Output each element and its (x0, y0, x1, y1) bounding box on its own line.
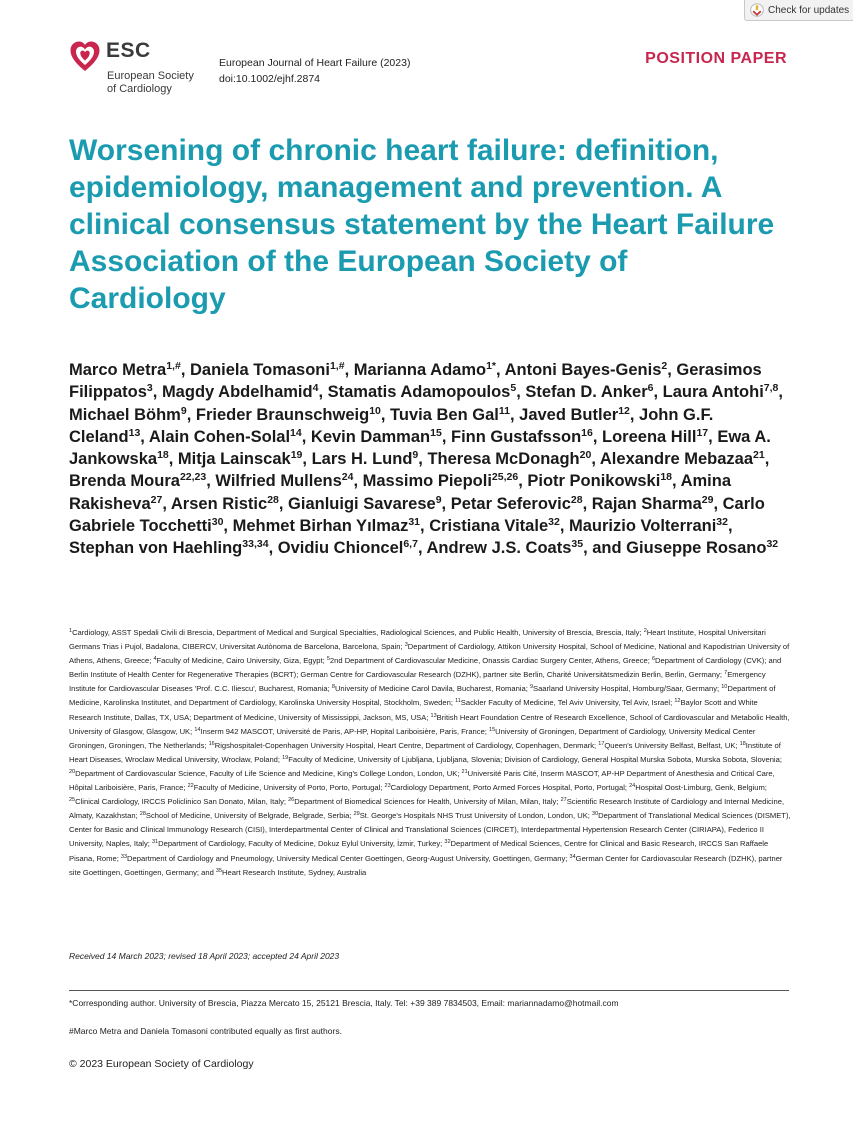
author-affiliation-marker: 32 (766, 538, 779, 551)
affiliation-number: 4 (153, 656, 157, 663)
affiliation-text: Scientific Research Institute of Cardiology and Internal Medicine, Almaty, Kazakhstan; (69, 797, 785, 821)
author-name: Stefan D. Anker (525, 383, 648, 402)
affiliation-text: Université Paris Cité, Inserm MASCOT, AP-HP Department of Anesthesia and Critical Care, Hôpital Lariboisière, Paris, France; (69, 768, 775, 793)
author-name: Giuseppe Rosano (626, 539, 767, 558)
affiliation-number: 29 (353, 811, 360, 818)
affiliation-text: Faculty of Medicine, University of Ljubljana, Ljubljana, Slovenia; Division of Cardiology, General Hospital Murska Sobota, Murska Sobota, Slovenia; (288, 754, 782, 764)
copyright-notice: © 2023 European Society of Cardiology (69, 1058, 254, 1070)
author-affiliation-marker: 9 (435, 493, 442, 506)
affiliation-number: 8 (331, 684, 335, 691)
author-name: Mitja Lainscak (177, 450, 291, 469)
author-affiliation-marker: 1,# (329, 360, 345, 372)
author-affiliation-marker: 1,# (166, 360, 181, 372)
author-affiliation-marker: 19 (290, 449, 303, 462)
author-affiliation-marker: 28 (267, 493, 279, 506)
author-affiliation-marker: 12 (618, 404, 630, 417)
author-name: Michael Böhm (69, 405, 181, 424)
affiliation-text: University of Medicine Carol Davila, Bucharest, Romania; (334, 684, 530, 694)
affiliation-number: 12 (674, 698, 681, 705)
affiliation-text: Department of Cardiology and Pneumology, University Medical Center Goettingen, Georg-August University, Goettingen, Germany; (127, 853, 570, 863)
affiliation-number: 22 (187, 783, 194, 790)
author-name: Frieder Braunschweig (195, 405, 370, 424)
affiliation-number: 23 (384, 783, 391, 790)
affiliation-number: 24 (629, 783, 636, 790)
affiliation-text: Emergency Institute for Cardiovascular Diseases 'Prof. C.C. Iliescu', Bucharest, Romania; (69, 670, 766, 694)
affiliation-text: Faculty of Medicine, University of Porto, Porto, Portugal; (193, 783, 385, 793)
author-affiliation-marker: 22,23 (179, 471, 207, 484)
affiliation-text: Faculty of Medicine, Cairo University, Giza, Egypt; (156, 656, 327, 666)
affiliation-text: German Center for Cardiovascular Research (DZHK), partner site Goettingen, Goettingen, Germany; and (69, 853, 783, 877)
author-affiliation-marker: 4 (312, 382, 319, 395)
affiliation-text: Baylor Scott and White Research Institute, Dallas, TX, USA; Department of Medicine, University of Mississippi, Jackson, MS, USA; (69, 698, 758, 722)
affiliation-number: 1 (69, 628, 73, 634)
received-dates: Received 14 March 2023; revised 18 April 2023; accepted 24 April 2023 (69, 951, 340, 961)
author-affiliation-marker: 9 (180, 404, 187, 417)
journal-name: European Journal of Heart Failure (2023) (219, 57, 411, 69)
author-affiliation-marker: 18 (660, 471, 673, 484)
affiliation-text: School of Medicine, University of Belgrade, Belgrade, Serbia; (145, 811, 354, 821)
check-for-updates-label: Check for updates (768, 4, 850, 16)
affiliation-text: Department of Biomedical Sciences for Health, University of Milan, Milan, Italy; (294, 797, 561, 807)
author-affiliation-marker: 30 (211, 516, 224, 529)
affiliation-text: Sackler Faculty of Medicine, Tel Aviv University, Tel Aviv, Israel; (460, 698, 675, 708)
affiliation-text: Heart Institute, Hospital Universitari Germans Trias i Pujol, Badalona, CIBERCV, Universitat Autònoma de Barcelona, Barcelona, Spain; (69, 628, 766, 652)
author-name: Brenda Moura (69, 472, 180, 491)
author-affiliation-marker: 2 (661, 360, 668, 372)
affiliation-number: 15 (489, 726, 496, 733)
affiliation-text: Department of Cardiology, Faculty of Medicine, Dokuz Eylul University, İzmir, Turkey; (158, 839, 445, 849)
author-name: Massimo Piepoli (362, 472, 492, 491)
affiliation-number: 33 (120, 853, 128, 860)
author-affiliation-marker: 17 (696, 426, 709, 439)
author-affiliation-marker: 21 (753, 449, 765, 462)
author-name: Cristiana Vitale (429, 517, 549, 536)
affiliation-text: 2nd Department of Cardiovascular Medicine, Onassis Cardiac Surgery Center, Athens, Greece; (329, 656, 652, 666)
affiliation-number: 17 (598, 740, 605, 747)
affiliation-number: 34 (569, 853, 576, 860)
affiliation-number: 7 (724, 670, 728, 677)
logo-subtitle-line2: of Cardiology (107, 83, 172, 95)
author-name: Magdy Abdelhamid (161, 383, 313, 402)
author-affiliation-marker: 5 (510, 382, 517, 395)
affiliation-number: 11 (455, 698, 461, 705)
author-affiliation-marker: 33,34 (242, 538, 269, 551)
author-affiliation-marker: 28 (570, 493, 583, 506)
author-name: Daniela Tomasoni (189, 361, 330, 379)
journal-info (219, 55, 410, 87)
affiliation-text: University of Groningen, Department of Cardiology, University Medical Center Groningen, Groningen, The Netherlands; (69, 726, 756, 750)
affiliation-number: 9 (529, 684, 533, 691)
author-name: Stamatis Adamopoulos (327, 383, 511, 402)
author-name: Marco Metra (69, 361, 167, 379)
author-name: Marianna Adamo (353, 361, 487, 379)
author-name: Tuvia Ben Gal (390, 405, 499, 424)
author-name: Mehmet Birhan Yılmaz (232, 517, 409, 536)
affiliation-text: Saarland University Hospital, Homburg/Saar, Germany; (533, 684, 722, 694)
affiliation-text: St. George's Hospitals NHS Trust University of London, London, UK; (359, 811, 593, 821)
author-name: Kevin Damman (310, 427, 431, 446)
author-name: John G.F. Cleland (69, 405, 714, 446)
author-affiliation-marker: 35 (571, 538, 584, 551)
author-name: Laura Antohi (662, 383, 764, 402)
article-type-label: POSITION PAPER (645, 50, 787, 67)
author-name: Maurizio Volterrani (568, 517, 717, 536)
logo-subtitle-line1: European Society (107, 70, 194, 82)
affiliation-number: 19 (282, 754, 289, 761)
author-name: Theresa McDonagh (427, 450, 580, 469)
affiliation-number: 5 (326, 656, 330, 663)
affiliation-text: Hospital Oost-Limburg, Genk, Belgium; (635, 783, 767, 793)
affiliation-number: 10 (721, 684, 728, 691)
affiliation-text: Queen's University Belfast, Belfast, UK; (604, 740, 740, 750)
footnote-divider (69, 990, 789, 991)
author-name: Javed Butler (519, 405, 619, 424)
author-affiliation-marker: 9 (412, 449, 419, 462)
author-affiliation-marker: 25,26 (491, 471, 519, 484)
crossmark-icon (750, 3, 764, 17)
affiliation-number: 28 (139, 811, 146, 818)
affiliation-text: Cardiology Department, Porto Armed Forces Hospital, Porto, Portugal; (390, 783, 630, 793)
author-affiliation-marker: 11 (498, 404, 510, 417)
affiliation-number: 27 (560, 797, 567, 804)
corresponding-author-note: *Corresponding author. University of Brescia, Piazza Mercato 15, 25121 Brescia, Italy. Tel: +39 389 7834503, Email: mariannadamo@hotmail.com (69, 998, 619, 1008)
esc-logo (69, 38, 209, 98)
affiliation-text: Heart Research Institute, Sydney, Australia (222, 867, 367, 877)
logo-wordmark: ESC (106, 39, 151, 62)
affiliation-number: 21 (461, 768, 468, 775)
author-affiliation-marker: 27 (150, 493, 163, 506)
author-name: Alain Cohen-Solal (148, 427, 291, 446)
author-affiliation-marker: 3 (146, 382, 153, 395)
author-affiliation-marker: 32 (716, 516, 728, 529)
author-affiliation-marker: 32 (548, 516, 560, 529)
affiliation-text: Clinical Cardiology, IRCCS Policlinico San Donato, Milan, Italy; (75, 797, 289, 807)
author-list: Marco Metra$^{1,\#}$, Daniela Tomasoni$^{1,\#}$, Marianna Adamo$^{1*}$, Antoni Bayes-Genis$^2$, Gerasimos Filippatos$^3$, Magdy Abdelhamid$^4$, Stamatis Adamopoulos$^5$, Stefan D. Anker$^6$, Laura Antohi$^{7,8}$, Michael Böhm$^9$, Frieder Braunschweig$^{10}$, Tuvia Ben Gal$^{11}$, Javed Butler$^{12}$, John G.F. Cleland$^{13}$, Alain Cohen-Solal$^{14}$, Kevin Damman$^{15}$, Finn Gustafsson$^{16}$, Loreena Hill$^{17}$, Ewa A. Jankowska$^{18}$, Mitja Lainscak$^{19}$, Lars H. Lund$^9$, Theresa McDonagh$^{20}$, Alexandre Mebazaa$^{21}$, Brenda Moura$^{22,23}$, Wilfried Mullens$^{24}$, Massimo Piepoli$^{25,26}$, Piotr Ponikowski$^{18}$, Amina Rakisheva$^{27}$, Arsen Ristic$^{28}$, Gianluigi Savarese$^9$, Petar Seferovic$^{28}$, Rajan Sharma$^{29}$, Carlo Gabriele Tocchetti$^{30}$, Mehmet Birhan Yılmaz$^{31}$, Cristiana Vitale$^{32}$, Maurizio Volterrani$^{32}$, Stephan von Haehling$^{33,34}$, Ovidiu Chioncel$^{6,7}$, Andrew J.S. Coats$^{35}$, and Giuseppe Rosano$^{32}$ (69, 360, 783, 558)
affiliation-number: 6 (651, 656, 656, 663)
author-affiliation-marker: 24 (341, 471, 354, 484)
author-affiliation-marker: 18 (157, 449, 169, 462)
author-name: Amina Rakisheva (69, 472, 732, 513)
author-name: Gerasimos Filippatos (69, 361, 762, 402)
author-affiliation-marker: 10 (369, 404, 381, 417)
author-affiliation-marker: 1* (486, 360, 497, 372)
affiliation-number: 26 (288, 797, 295, 804)
affiliation-text: Department of Cardiology, Attikon University Hospital, School of Medicine, National and Kapodistrian University of Athens, Athens, Greece; (69, 642, 790, 666)
author-affiliation-marker: 16 (581, 426, 593, 439)
affiliation-text: Cardiology, ASST Spedali Civili di Brescia, Department of Medical and Surgical Specialties, Radiological Sciences, and Public Health, University of Brescia, Brescia, Italy; (72, 628, 644, 637)
affiliation-text: Department of Medicine, Karolinska Institutet, and Department of Cardiology, Karolinska University Hospital, Stockholm, Sweden; (69, 684, 776, 708)
author-name: Rajan Sharma (591, 494, 702, 513)
check-for-updates-button[interactable] (744, 0, 853, 21)
affiliation-number: 13 (430, 712, 437, 719)
author-name: Finn Gustafsson (450, 427, 582, 446)
author-affiliation-marker: 29 (701, 493, 714, 506)
affiliation-list (69, 626, 791, 880)
author-name: Petar Seferovic (450, 494, 571, 513)
author-affiliation-marker: 6,7 (403, 538, 418, 551)
author-name: Ewa A. Jankowska (69, 427, 771, 469)
author-name: Andrew J.S. Coats (426, 539, 572, 558)
author-affiliation-marker: 13 (128, 426, 141, 439)
affiliation-text: Institute of Heart Diseases, Wroclaw Medical University, Wrocław, Poland; (69, 740, 781, 764)
author-name: Wilfried Mullens (215, 472, 342, 491)
affiliation-text: Inserm 942 MASCOT, Université de Paris, AP-HP, Hopital Lariboisière, Paris, France; (200, 726, 490, 736)
affiliation-text: Department of Translational Medical Sciences (DISMET), Center for Basic and Clinical Immunology Research (CISI), Interdepartmental Center of Clinical and Translational Sciences (CIRCET), Interdepartmental Hypertension Research Center (CIRIAPA), Federico II University, Naples, Italy; (69, 811, 791, 849)
affiliation-number: 20 (69, 768, 76, 775)
article-title: Worsening of chronic heart failure: definition, epidemiology, management and prevention. A clinical consensus statement by the Heart Failure Association of the European Society of Cardiology (69, 134, 775, 315)
affiliation-number: 18 (739, 740, 746, 747)
author-name: Loreena Hill (602, 427, 697, 446)
affiliation-number: 16 (208, 740, 215, 747)
author-affiliation-marker: 14 (290, 426, 302, 439)
affiliation-text: Department of Medical Sciences, Centre for Clinical and Basic Research, IRCCS San Raffaele Pisana, Rome; (69, 839, 769, 863)
heart-logo-icon (69, 40, 101, 74)
author-name: Stephan von Haehling (69, 539, 243, 558)
affiliation-number: 2 (643, 628, 647, 634)
affiliation-number: 30 (592, 811, 599, 818)
author-name: Ovidiu Chioncel (277, 539, 404, 558)
affiliation-number: 32 (444, 839, 451, 846)
author-name: Piotr Ponikowski (527, 472, 661, 491)
author-affiliation-marker: 20 (579, 449, 592, 462)
author-name: Gianluigi Savarese (288, 494, 436, 513)
affiliation-number: 35 (215, 867, 223, 874)
author-affiliation-marker: 15 (430, 426, 442, 439)
affiliation-number: 14 (194, 726, 201, 733)
author-name: Alexandre Mebazaa (599, 450, 754, 469)
journal-doi[interactable]: doi:10.1002/ejhf.2874 (219, 73, 321, 85)
author-affiliation-marker: 31 (408, 516, 421, 529)
affiliation-number: 31 (152, 839, 159, 846)
affiliation-text: Rigshospitalet-Copenhagen University Hospital, Heart Centre, Department of Cardiology, Copenhagen, Denmark; (214, 740, 599, 750)
author-name: Lars H. Lund (311, 450, 413, 469)
affiliation-number: 3 (404, 642, 408, 649)
author-affiliation-marker: 6 (647, 382, 654, 395)
affiliation-text: Department of Cardiovascular Science, Faculty of Life Science and Medicine, King's College London, London, UK; (75, 768, 462, 778)
affiliation-number: 25 (69, 797, 76, 804)
author-name: Carlo Gabriele Tocchetti (69, 494, 765, 536)
author-affiliation-marker: 7,8 (763, 382, 779, 395)
affiliation-text: British Heart Foundation Centre of Research Excellence, School of Cardiovascular and Metabolic Health, University of Glasgow, Glasgow, UK; (69, 712, 790, 736)
affiliation-text: Department of Cardiology (CVK); and Berlin Institute of Health Center for Regenerative Therapies (BCRT); German Centre for Cardiovascular Research (DZHK), partner site Berlin, Charité Universitätsmedizin Berlin, Berlin, Germany; (69, 656, 782, 680)
logo-subtitle (107, 70, 194, 96)
author-name: Arsen Ristic (170, 494, 268, 513)
equal-contribution-note: #Marco Metra and Daniela Tomasoni contributed equally as first authors. (69, 1026, 342, 1036)
author-name: Antoni Bayes-Genis (504, 361, 662, 379)
